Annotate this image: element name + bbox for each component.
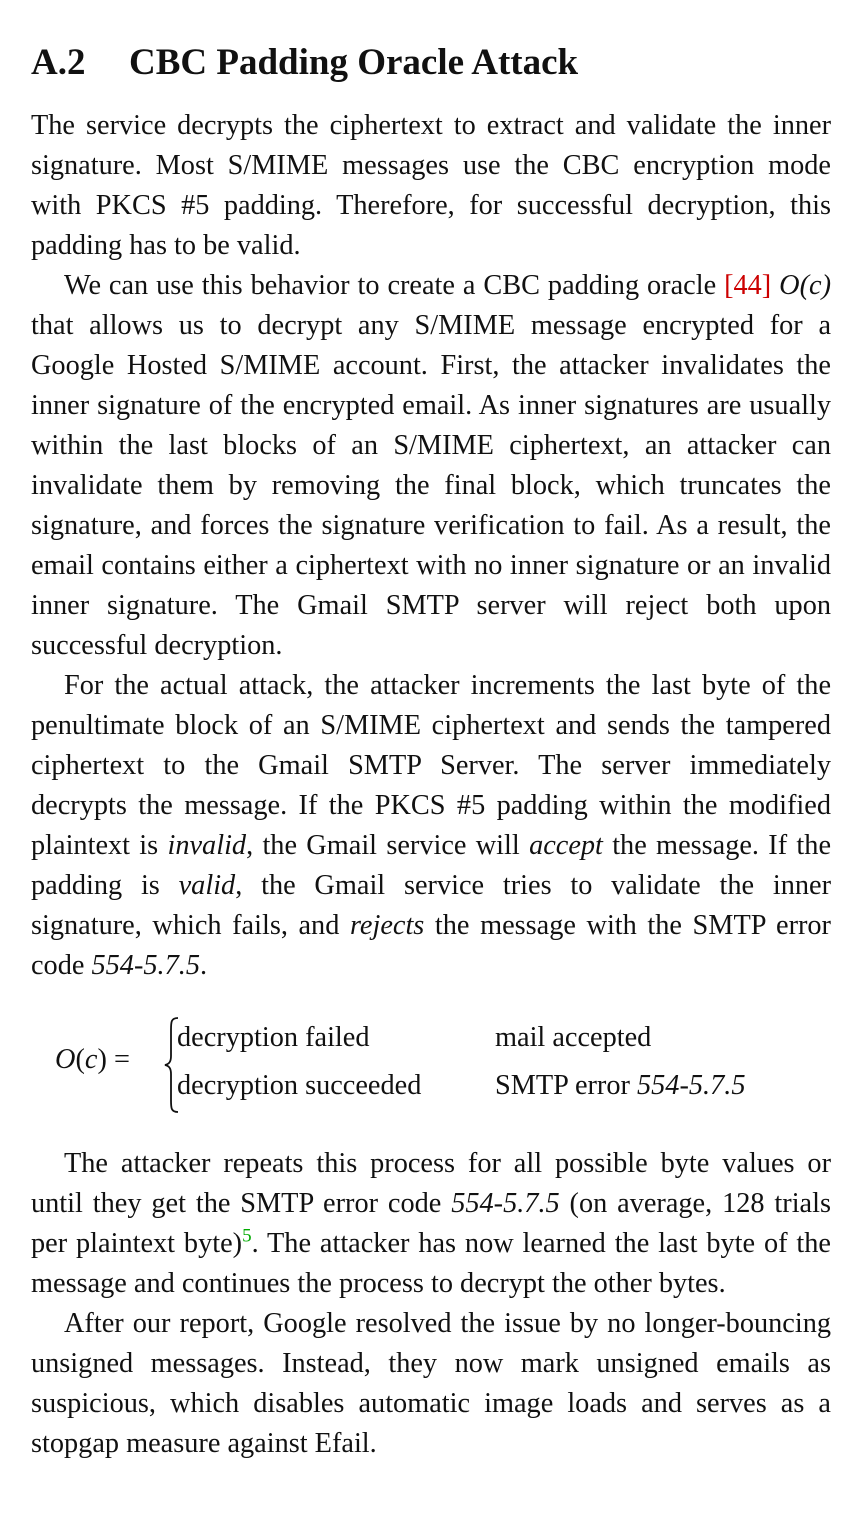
emph-accept: accept xyxy=(529,830,603,861)
error-code: 554-5.7.5 xyxy=(91,950,200,981)
case-2-condition: decryption succeeded xyxy=(177,1070,422,1101)
equation-var: c xyxy=(84,1044,98,1075)
emph-rejects: rejects xyxy=(349,910,425,941)
paragraph-5: After our report, Google resolved the issue by no longer-bouncing unsigned messages. Instead, they now mark unsigned emails as suspicious, which disables automatic image loads and serves as a stopgap measure against Efail. xyxy=(31,1308,831,1459)
equation-paren-close: ) xyxy=(97,1044,107,1075)
paragraph-3-text-a: For the actual attack, the attacker increments the last byte of the penultimate block of an S/MIME ciphertext and sends the tampered ciphertext to the Gmail SMTP Server. The server immediately decrypts the message. If the PKCS #5 padding within the modified plaintext is xyxy=(31,670,831,861)
case-1-result: mail accepted xyxy=(495,1022,652,1053)
equation-equals: = xyxy=(106,1044,130,1075)
paragraph-3-text-c: the message. If the padding is xyxy=(31,830,831,901)
paragraph-4-text-a: The attacker repeats this process for all possible byte values or until they get the SMTP error code xyxy=(31,1148,831,1219)
paragraph-4-text-b: (on average, 128 trials per plaintext byte) xyxy=(31,1188,831,1259)
emph-valid: valid xyxy=(178,870,236,901)
paragraph-2 xyxy=(31,266,831,666)
paragraph-3-text-d: , the Gmail service tries to validate the inner signature, which fails, and xyxy=(31,870,832,941)
case-2-result-code: 554-5.7.5 xyxy=(637,1070,746,1101)
paragraph-1: The service decrypts the ciphertext to extract and validate the inner signature. Most S/MIME messages use the CBC encryption mode with PKCS #5 padding. Therefore, for successful decryption, this padding has to be valid. xyxy=(31,110,831,261)
emph-invalid: invalid xyxy=(167,830,247,861)
section-heading xyxy=(31,40,831,86)
oracle-math: O(c) xyxy=(779,270,831,301)
paragraph-2-text-a: We can use this behavior to create a CBC padding oracle xyxy=(64,270,725,301)
paragraph-2-text-c: that allows us to decrypt any S/MIME message encrypted for a Google Hosted S/MIME account. First, the attacker invalidates the inner signature of the encrypted email. As inner signatures are usually within the last blocks of an S/MIME ciphertext, an attacker can invalidate them by removing the final block, which truncates the signature, and forces the signature verification to fail. As a result, the email contains either a ciphertext with no inner signature or an invalid inner signature. The Gmail SMTP server will reject both upon successful decryption. xyxy=(31,310,831,661)
case-2-result-prefix: SMTP error xyxy=(495,1070,637,1101)
paragraph-3-text-f: . xyxy=(199,950,208,981)
paragraph-3-text-b: , the Gmail service will xyxy=(246,830,530,861)
paragraph-3 xyxy=(31,666,831,986)
case-2-result xyxy=(495,1066,745,1106)
equation-lhs xyxy=(55,1044,130,1076)
paragraph-4-text-c: . The attacker has now learned the last byte of the message and continues the process to decrypt the other bytes. xyxy=(31,1228,831,1299)
paragraph-3-text-e: the message with the SMTP error code xyxy=(31,910,831,981)
error-code-2: 554-5.7.5 xyxy=(451,1188,560,1219)
oracle-equation xyxy=(31,1000,831,1130)
equation-paren-open: ( xyxy=(75,1044,85,1075)
case-1-condition: decryption failed xyxy=(177,1022,370,1053)
citation-link[interactable]: [44] xyxy=(724,270,772,301)
paper-page xyxy=(31,40,831,1464)
paragraph-2-space xyxy=(771,270,779,301)
section-title: CBC Padding Oracle Attack xyxy=(129,42,579,83)
paragraph-4 xyxy=(31,1144,831,1304)
equation-func: O xyxy=(55,1044,76,1075)
section-number: A.2 xyxy=(31,42,86,83)
footnote-link[interactable]: 5 xyxy=(242,1225,252,1247)
